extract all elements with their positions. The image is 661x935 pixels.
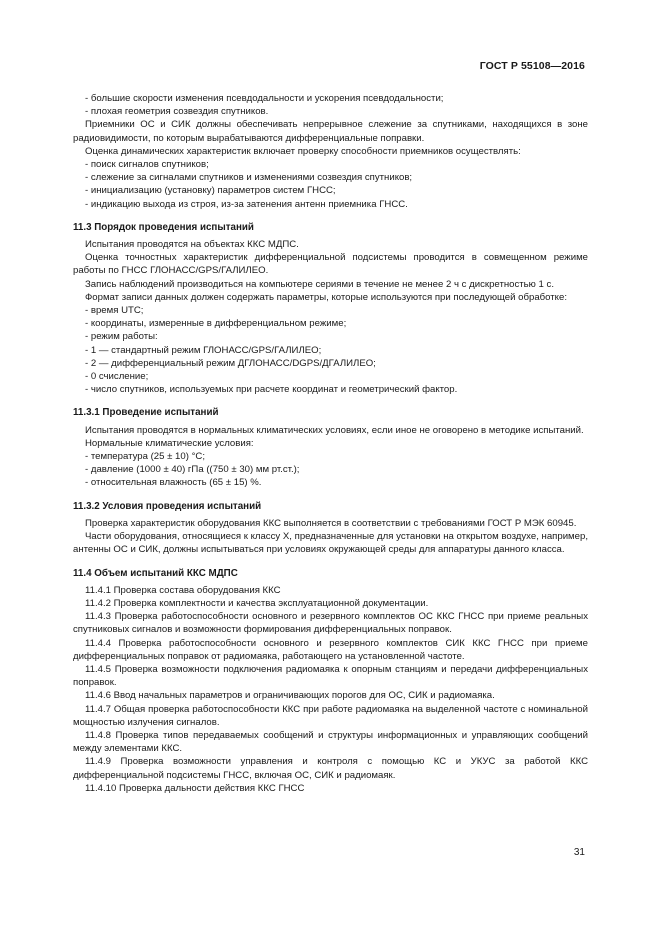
paragraph: Формат записи данных должен содержать параметры, которые используются при последующей обработке:: [85, 291, 567, 303]
list-item: - инициализацию (установку) параметров систем ГНСС;: [85, 185, 336, 197]
list-item: - поиск сигналов спутников;: [85, 159, 209, 171]
list-item: - время UTC;: [85, 305, 144, 317]
clause: 11.4.10 Проверка дальности действия ККС ГНСС: [85, 782, 305, 794]
list-item: - относительная влажность (65 ± 15) %.: [85, 477, 262, 489]
clause: 11.4.4 Проверка работоспособности основного и резервного комплектов СИК ККС ГНСС при приеме дифференциальных поправок от радиомаяка, работающего на установленной частоте.: [73, 637, 588, 662]
paragraph: Испытания проводятся в нормальных климатических условиях, если иное не оговорено в методике испытаний.: [85, 424, 584, 436]
clause: 11.4.9 Проверка возможности управления и контроля с помощью КС и УКУС за работой ККС дифференциальной подсистемы ГНСС, включая ОС, СИК и радиомаяк.: [73, 756, 588, 781]
list-item: - плохая геометрия созвездия спутников.: [85, 106, 269, 118]
clause: 11.4.5 Проверка возможности подключения радиомаяка к опорным станциям и передачи дифференциальных поправок.: [73, 663, 588, 689]
paragraph: Приемники ОС и СИК должны обеспечивать непрерывное слежение за спутниками, находящихся в зоне радиовидимости, по которым вырабатываются дифференциальные поправки.: [73, 119, 588, 144]
page-content: [73, 92, 588, 795]
page-number: 31: [573, 847, 585, 858]
section-heading-11-3: 11.3 Порядок проведения испытаний: [73, 221, 254, 233]
list-item: - слежение за сигналами спутников и изменениями созвездия спутников;: [85, 172, 413, 184]
paragraph: Запись наблюдений производиться на компьютере сериями в течение не менее 2 ч с дискретностью 1 с.: [85, 278, 554, 290]
list-item: - температура (25 ± 10) °С;: [85, 451, 206, 463]
list-item: - 0 счисление;: [85, 371, 149, 383]
clause: 11.4.7 Общая проверка работоспособности ККС при работе радиомаяка на выделенной частоте с номинальной мощностью излучения сигналов.: [73, 703, 588, 728]
paragraph: Испытания проводятся на объектах ККС МДПС.: [85, 239, 299, 251]
document-id: ГОСТ Р 55108—2016: [479, 60, 585, 72]
list-item: - индикацию выхода из строя, из-за затенения антенн приемника ГНСС.: [85, 198, 408, 210]
paragraph: Оценка точностных характеристик дифференциальной подсистемы проводится в совмещенном режиме работы по ГНСС ГЛОНАСС/GPS/ГАЛИЛЕО.: [73, 252, 588, 277]
section-heading-11-3-1: 11.3.1 Проведение испытаний: [73, 407, 219, 419]
section-heading-11-4: 11.4 Объем испытаний ККС МДПС: [73, 567, 238, 579]
list-item: - большие скорости изменения псевдодальности и ускорения псевдодальности;: [85, 93, 444, 104]
paragraph: Оценка динамических характеристик включает проверку способности приемников осуществлять:: [85, 145, 521, 157]
list-item: - 2 — дифференциальный режим ДГЛОНАСС/DGPS/ДГАЛИЛЕО;: [85, 357, 376, 369]
list-item: - координаты, измеренные в дифференциальном режиме;: [85, 318, 347, 330]
list-item: - режим работы:: [85, 331, 158, 343]
paragraph: Нормальные климатические условия:: [85, 437, 254, 449]
clause: 11.4.6 Ввод начальных параметров и ограничивающих порогов для ОС, СИК и радиомаяка.: [85, 690, 495, 702]
paragraph: Проверка характеристик оборудования ККС выполняется в соответствии с требованиями ГОСТ Р МЭК 60945.: [85, 517, 577, 529]
paragraph: Части оборудования, относящиеся к классу Х, предназначенные для установки на открытом воздухе, например, антенны ОС и СИК, должны испытываться при условиях окружающей среды для аппаратуры данного класса.: [73, 531, 588, 556]
list-item: - давление (1000 ± 40) гПа ((750 ± 30) мм рт.ст.);: [85, 464, 300, 476]
clause: 11.4.3 Проверка работоспособности основного и резервного комплектов ОС ККС ГНСС при приеме реальных спутниковых сигналов и возможности формирования дифференциальных поправок.: [73, 611, 588, 636]
list-item: - число спутников, используемых при расчете координат и геометрический фактор.: [85, 384, 458, 396]
list-item: - 1 — стандартный режим ГЛОНАСС/GPS/ГАЛИЛЕО;: [85, 344, 322, 356]
clause: 11.4.2 Проверка комплектности и качества эксплуатационной документации.: [85, 597, 429, 609]
clause: 11.4.8 Проверка типов передаваемых сообщений и структуры информационных и управляющих сообщений между элементами ККС.: [73, 729, 588, 755]
clause: 11.4.1 Проверка состава оборудования ККС: [85, 584, 281, 596]
section-heading-11-3-2: 11.3.2 Условия проведения испытаний: [73, 500, 262, 512]
